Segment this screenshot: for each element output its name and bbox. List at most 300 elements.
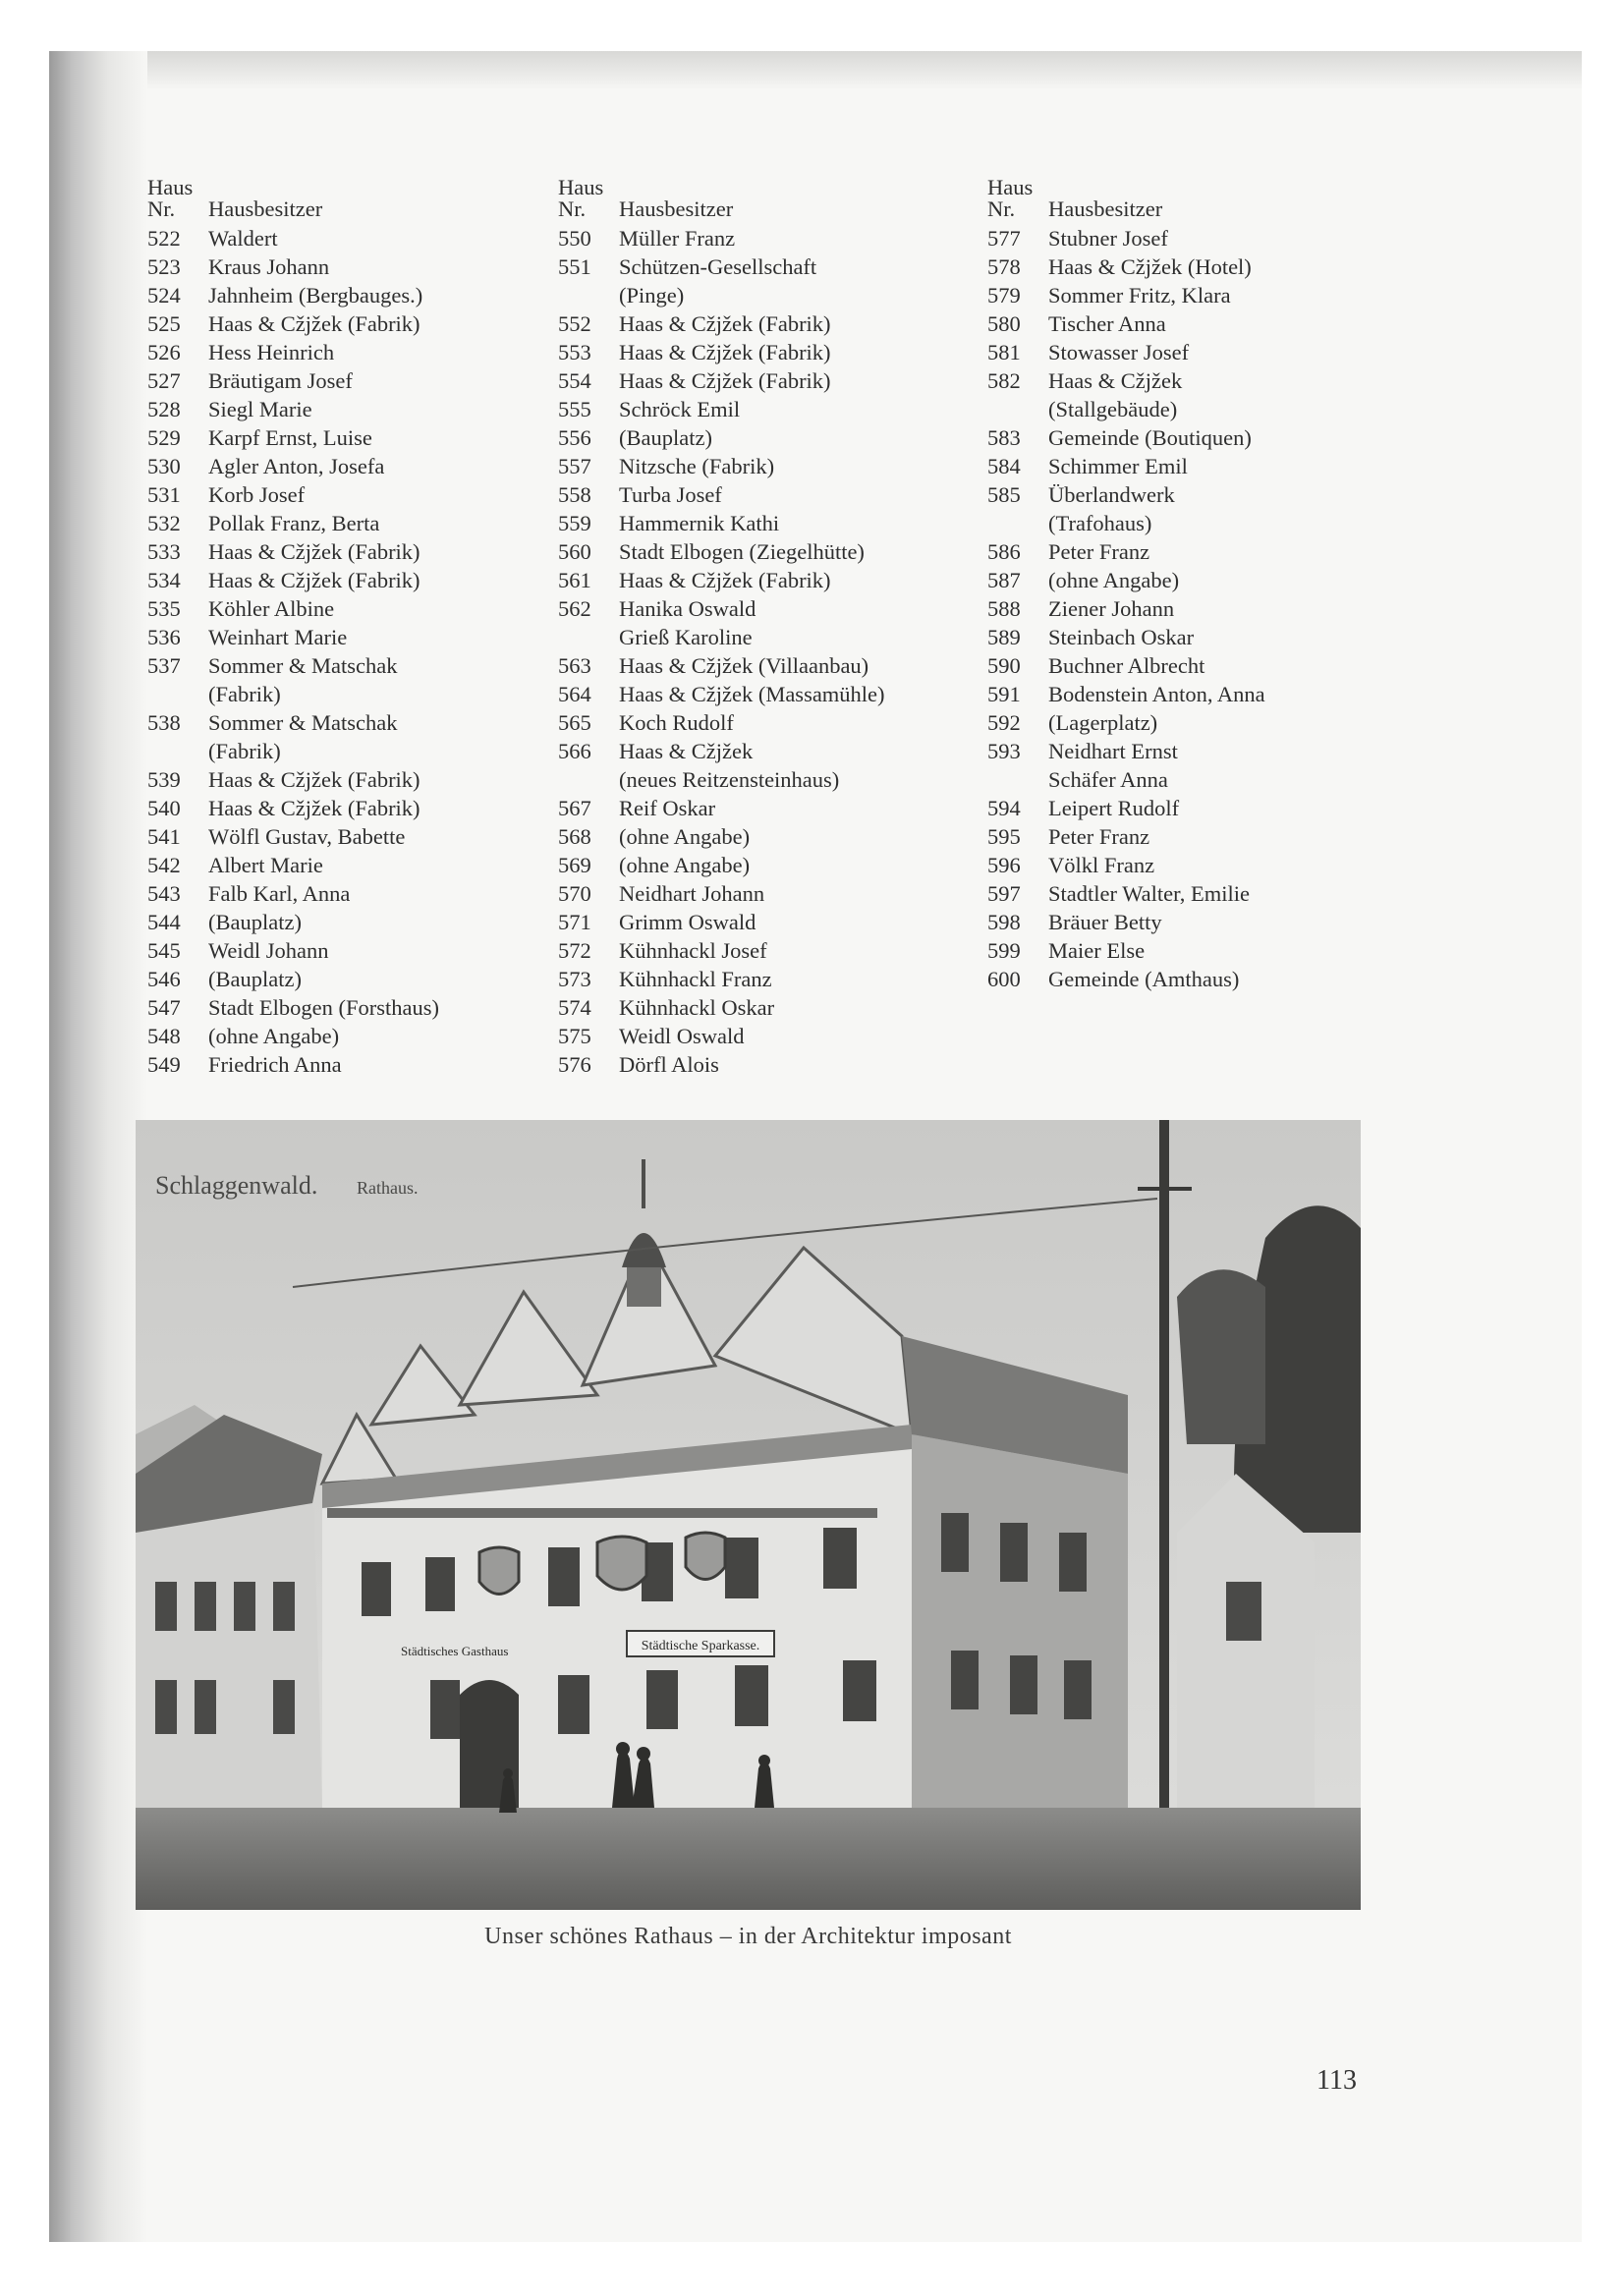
owner-row <box>147 765 560 794</box>
owner-name-block <box>208 566 560 594</box>
house-number: 594 <box>987 796 1021 820</box>
house-number: 565 <box>558 710 591 735</box>
owner-name: Stadt Elbogen (Ziegelhütte) <box>619 539 865 564</box>
house-number: 539 <box>147 767 181 792</box>
house-number: 582 <box>987 368 1021 393</box>
owner-name-block <box>208 708 560 765</box>
owner-name-block <box>619 1050 990 1079</box>
house-number: 572 <box>558 938 591 963</box>
owner-row <box>987 936 1410 965</box>
owner-row <box>558 224 990 252</box>
owner-name-block <box>619 423 990 452</box>
owner-row <box>147 708 560 765</box>
owner-row <box>987 338 1410 366</box>
house-number: 591 <box>987 682 1021 706</box>
header-haus: Haus <box>558 175 604 199</box>
house-number: 573 <box>558 967 591 991</box>
owner-name-block <box>1048 423 1410 452</box>
owner-name-block <box>208 879 560 908</box>
owner-row <box>987 794 1410 822</box>
owner-name-block <box>619 651 990 680</box>
owner-name: Peter Franz <box>1048 824 1150 849</box>
owner-row <box>987 965 1410 993</box>
header-owner: Hausbesitzer <box>619 196 734 221</box>
owner-name: Reif Oskar <box>619 796 716 820</box>
owner-name-block <box>619 480 990 509</box>
owner-row <box>558 594 990 651</box>
house-number: 574 <box>558 995 591 1020</box>
owner-name-continuation: (Stallgebäude) <box>1048 397 1178 421</box>
owner-row <box>147 452 560 480</box>
owner-row <box>987 480 1410 537</box>
postcard-title: Schlaggenwald. <box>155 1171 318 1200</box>
owner-name-block <box>619 537 990 566</box>
house-number: 576 <box>558 1052 591 1077</box>
house-number: 552 <box>558 311 591 336</box>
house-number: 578 <box>987 254 1021 279</box>
owner-name: Bräutigam Josef <box>208 368 353 393</box>
owner-row <box>558 737 990 794</box>
owner-name: Hess Heinrich <box>208 340 335 364</box>
owner-name-block <box>208 281 560 309</box>
sign-left-text: Städtisches Gasthaus <box>401 1644 509 1658</box>
house-number: 597 <box>987 881 1021 906</box>
header-nr: Nr. <box>987 196 1016 221</box>
owner-name-continuation: Grieß Karoline <box>619 625 753 649</box>
owner-name: Haas & Cžjžek <box>619 739 754 763</box>
owner-name: Stadtler Walter, Emilie <box>1048 881 1250 906</box>
owner-name: Haas & Cžjžek (Massamühle) <box>619 682 885 706</box>
owner-name-block <box>619 822 990 851</box>
owner-name-block <box>1048 366 1410 423</box>
owner-name: Haas & Cžjžek (Fabrik) <box>208 311 420 336</box>
owner-name-block <box>619 993 990 1022</box>
owner-name: Kühnhackl Oskar <box>619 995 775 1020</box>
owner-name-block <box>1048 252 1410 281</box>
owner-name: Köhler Albine <box>208 596 335 621</box>
owner-row <box>147 1022 560 1050</box>
owner-row <box>147 423 560 452</box>
owner-name: (ohne Angabe) <box>208 1024 340 1048</box>
house-number: 558 <box>558 482 591 507</box>
house-number: 571 <box>558 910 591 934</box>
house-number: 580 <box>987 311 1021 336</box>
page-number: 113 <box>1316 2065 1357 2096</box>
owner-name-block <box>208 252 560 281</box>
house-number: 535 <box>147 596 181 621</box>
owner-row <box>987 851 1410 879</box>
house-number: 540 <box>147 796 181 820</box>
house-number: 524 <box>147 283 181 308</box>
owner-row <box>987 737 1410 794</box>
owner-name: Hanika Oswald <box>619 596 756 621</box>
owner-name-block <box>208 651 560 708</box>
owner-name: Haas & Cžjžek <box>1048 368 1183 393</box>
header-owner: Hausbesitzer <box>208 196 323 221</box>
owner-name: Haas & Cžjžek (Fabrik) <box>619 368 831 393</box>
owner-name-block <box>619 224 990 252</box>
owner-name-block <box>1048 965 1410 993</box>
owner-row <box>147 965 560 993</box>
house-number: 554 <box>558 368 591 393</box>
owner-name: Haas & Cžjžek (Fabrik) <box>208 539 420 564</box>
owner-name: Kühnhackl Josef <box>619 938 767 963</box>
house-number: 600 <box>987 967 1021 991</box>
house-number: 593 <box>987 739 1021 763</box>
house-number: 551 <box>558 254 591 279</box>
owner-row <box>558 252 990 309</box>
town-hall-illustration <box>136 1120 1361 1910</box>
scan-shadow-top <box>49 51 1582 90</box>
owner-name-block <box>619 851 990 879</box>
house-number: 598 <box>987 910 1021 934</box>
owner-name: Haas & Cžjžek (Villaanbau) <box>619 653 869 678</box>
header-owner: Hausbesitzer <box>1048 196 1163 221</box>
owner-name-continuation: (Pinge) <box>619 283 685 308</box>
owner-name: Kraus Johann <box>208 254 330 279</box>
owner-row <box>558 480 990 509</box>
owner-name: (ohne Angabe) <box>619 824 751 849</box>
owner-row <box>558 395 990 423</box>
owner-name-block <box>208 851 560 879</box>
header-nr: Nr. <box>147 196 176 221</box>
owner-name: Agler Anton, Josefa <box>208 454 385 478</box>
owner-row <box>987 537 1410 566</box>
owner-name: Haas & Cžjžek (Fabrik) <box>208 767 420 792</box>
owner-row <box>987 879 1410 908</box>
owner-row <box>147 224 560 252</box>
owner-name-block <box>619 366 990 395</box>
owner-name-block <box>208 765 560 794</box>
house-number: 523 <box>147 254 181 279</box>
owner-row <box>558 309 990 338</box>
house-number: 586 <box>987 539 1021 564</box>
owner-name-block <box>619 794 990 822</box>
owner-name-block <box>1048 708 1410 737</box>
owner-name: Neidhart Ernst <box>1048 739 1178 763</box>
owner-name-block <box>1048 309 1410 338</box>
house-number: 596 <box>987 853 1021 877</box>
owner-row <box>987 566 1410 594</box>
owner-name-block <box>1048 737 1410 794</box>
owner-name: Waldert <box>208 226 278 251</box>
owner-name-block <box>619 879 990 908</box>
house-number: 553 <box>558 340 591 364</box>
owner-name: Wölfl Gustav, Babette <box>208 824 406 849</box>
house-number: 567 <box>558 796 591 820</box>
owner-row <box>147 480 560 509</box>
owner-name: Gemeinde (Boutiquen) <box>1048 425 1252 450</box>
owner-name: Pollak Franz, Berta <box>208 511 380 535</box>
owner-row <box>147 252 560 281</box>
house-number: 575 <box>558 1024 591 1048</box>
owner-name: Haas & Cžjžek (Fabrik) <box>619 340 831 364</box>
house-number: 588 <box>987 596 1021 621</box>
house-number: 592 <box>987 710 1021 735</box>
owner-row <box>147 594 560 623</box>
owner-name: Sommer & Matschak <box>208 710 398 735</box>
owner-row <box>147 936 560 965</box>
house-number: 562 <box>558 596 591 621</box>
owner-row <box>987 423 1410 452</box>
owner-row <box>147 794 560 822</box>
house-number: 561 <box>558 568 591 592</box>
town-hall-postcard-photo <box>136 1120 1361 1910</box>
owner-name-block <box>1048 537 1410 566</box>
owner-rows <box>987 224 1410 993</box>
house-number: 527 <box>147 368 181 393</box>
owner-row <box>987 908 1410 936</box>
owner-name: Stadt Elbogen (Forsthaus) <box>208 995 439 1020</box>
owner-name: Weinhart Marie <box>208 625 348 649</box>
house-number: 595 <box>987 824 1021 849</box>
book-gutter-shadow <box>49 51 147 2242</box>
owner-name: Friedrich Anna <box>208 1052 342 1077</box>
owner-row <box>987 651 1410 680</box>
owner-name: (Bauplatz) <box>208 910 302 934</box>
owner-row <box>147 309 560 338</box>
owner-name-block <box>1048 680 1410 708</box>
sign-right-text: Städtische Sparkasse. <box>641 1639 760 1653</box>
house-number: 569 <box>558 853 591 877</box>
owner-row <box>558 708 990 737</box>
owners-column-1 <box>147 177 560 1079</box>
owner-row <box>987 708 1410 737</box>
owner-row <box>147 281 560 309</box>
house-number: 577 <box>987 226 1021 251</box>
house-number: 549 <box>147 1052 181 1077</box>
owner-row <box>558 965 990 993</box>
owner-name: Bräuer Betty <box>1048 910 1162 934</box>
owner-name: Schröck Emil <box>619 397 741 421</box>
owner-name: Haas & Cžjžek (Fabrik) <box>208 796 420 820</box>
house-number: 559 <box>558 511 591 535</box>
owner-name: Buchner Albrecht <box>1048 653 1205 678</box>
owner-row <box>147 822 560 851</box>
owner-row <box>987 281 1410 309</box>
owner-name-block <box>1048 281 1410 309</box>
owner-row <box>558 993 990 1022</box>
owner-row <box>987 822 1410 851</box>
owner-name: Grimm Oswald <box>619 910 756 934</box>
owner-name-block <box>208 480 560 509</box>
house-number: 568 <box>558 824 591 849</box>
house-number: 536 <box>147 625 181 649</box>
owner-name-block <box>208 993 560 1022</box>
house-number: 587 <box>987 568 1021 592</box>
house-number: 556 <box>558 425 591 450</box>
owner-row <box>558 366 990 395</box>
owner-row <box>558 651 990 680</box>
owner-name: Leipert Rudolf <box>1048 796 1180 820</box>
owner-row <box>147 566 560 594</box>
column-header <box>558 177 990 220</box>
owner-row <box>147 395 560 423</box>
owner-name: Jahnheim (Bergbauges.) <box>208 283 423 308</box>
owner-rows <box>147 224 560 1079</box>
house-number: 581 <box>987 340 1021 364</box>
owner-name: Sommer & Matschak <box>208 653 398 678</box>
owner-name: Falb Karl, Anna <box>208 881 351 906</box>
owner-name-block <box>1048 822 1410 851</box>
owner-name-continuation: (Fabrik) <box>208 682 281 706</box>
owner-row <box>558 879 990 908</box>
owner-row <box>987 224 1410 252</box>
owner-row <box>558 851 990 879</box>
owner-name-block <box>208 224 560 252</box>
owner-name-block <box>619 680 990 708</box>
house-number: 589 <box>987 625 1021 649</box>
owner-name: Stubner Josef <box>1048 226 1168 251</box>
house-number: 547 <box>147 995 181 1020</box>
owner-name-block <box>1048 224 1410 252</box>
owner-row <box>558 509 990 537</box>
owner-name: Koch Rudolf <box>619 710 734 735</box>
house-number: 531 <box>147 482 181 507</box>
house-number: 583 <box>987 425 1021 450</box>
house-number: 550 <box>558 226 591 251</box>
owner-name-block <box>208 309 560 338</box>
owner-row <box>147 1050 560 1079</box>
owner-name-block <box>1048 623 1410 651</box>
owner-name-block <box>1048 566 1410 594</box>
owner-name: Ziener Johann <box>1048 596 1175 621</box>
owner-row <box>987 680 1410 708</box>
house-number: 544 <box>147 910 181 934</box>
owner-name: Siegl Marie <box>208 397 312 421</box>
house-number: 585 <box>987 482 1021 507</box>
owner-name-block <box>619 908 990 936</box>
owner-row <box>558 680 990 708</box>
owner-name: Schimmer Emil <box>1048 454 1188 478</box>
owner-name-block <box>208 794 560 822</box>
owner-name: Kühnhackl Franz <box>619 967 772 991</box>
house-number: 557 <box>558 454 591 478</box>
owner-name-block <box>1048 651 1410 680</box>
owner-name-block <box>1048 338 1410 366</box>
house-number: 548 <box>147 1024 181 1048</box>
owner-name: Haas & Cžjžek (Fabrik) <box>208 568 420 592</box>
owner-name-continuation: (Trafohaus) <box>1048 511 1152 535</box>
owner-name-block <box>619 566 990 594</box>
owner-row <box>558 1022 990 1050</box>
owner-row <box>147 879 560 908</box>
owner-name-block <box>208 965 560 993</box>
postcard-subtitle: Rathaus. <box>357 1178 419 1198</box>
house-number: 529 <box>147 425 181 450</box>
owner-row <box>558 423 990 452</box>
owner-row <box>147 651 560 708</box>
column-header <box>147 177 560 220</box>
owner-name-block <box>619 708 990 737</box>
owner-name-block <box>208 423 560 452</box>
owner-row <box>147 908 560 936</box>
house-number: 532 <box>147 511 181 535</box>
photo-caption: Unser schönes Rathaus – in der Architektur imposant <box>484 1924 1012 1949</box>
owner-row <box>558 452 990 480</box>
house-number: 599 <box>987 938 1021 963</box>
owner-rows <box>558 224 990 1079</box>
owner-name-block <box>619 965 990 993</box>
owner-row <box>558 537 990 566</box>
owner-row <box>987 366 1410 423</box>
owner-name: Sommer Fritz, Klara <box>1048 283 1231 308</box>
owner-name-block <box>619 395 990 423</box>
owner-name-continuation: (neues Reitzensteinhaus) <box>619 767 840 792</box>
owner-name: Peter Franz <box>1048 539 1150 564</box>
owner-name-block <box>619 452 990 480</box>
house-number: 528 <box>147 397 181 421</box>
house-number: 525 <box>147 311 181 336</box>
owner-name: Turba Josef <box>619 482 722 507</box>
owner-name: (ohne Angabe) <box>1048 568 1180 592</box>
owner-name-block <box>619 594 990 651</box>
owner-name-block <box>208 395 560 423</box>
owner-name-block <box>208 509 560 537</box>
house-number: 542 <box>147 853 181 877</box>
house-number: 564 <box>558 682 591 706</box>
owner-name: Schützen-Gesellschaft <box>619 254 817 279</box>
owner-name-block <box>1048 794 1410 822</box>
house-number: 579 <box>987 283 1021 308</box>
house-number: 541 <box>147 824 181 849</box>
house-number: 522 <box>147 226 181 251</box>
owner-name: Weidl Oswald <box>619 1024 745 1048</box>
house-number: 570 <box>558 881 591 906</box>
owner-row <box>558 936 990 965</box>
owner-row <box>987 452 1410 480</box>
owner-name: Steinbach Oskar <box>1048 625 1195 649</box>
owner-name: Karpf Ernst, Luise <box>208 425 372 450</box>
owner-row <box>987 309 1410 338</box>
owner-name-block <box>208 594 560 623</box>
owner-name-block <box>619 252 990 309</box>
owners-column-2 <box>558 177 990 1079</box>
owner-name-continuation: (Fabrik) <box>208 739 281 763</box>
owner-row <box>987 252 1410 281</box>
owner-name-block <box>1048 879 1410 908</box>
owner-row <box>147 623 560 651</box>
owner-name: Weidl Johann <box>208 938 329 963</box>
owner-name: Tischer Anna <box>1048 311 1166 336</box>
house-number: 555 <box>558 397 591 421</box>
owner-row <box>987 623 1410 651</box>
owner-name-block <box>1048 936 1410 965</box>
owner-row <box>558 566 990 594</box>
owner-name: Völkl Franz <box>1048 853 1155 877</box>
owner-name: (Bauplatz) <box>208 967 302 991</box>
owner-row <box>147 366 560 395</box>
house-number: 545 <box>147 938 181 963</box>
owner-name-block <box>208 623 560 651</box>
owner-row <box>147 851 560 879</box>
owner-name: Haas & Cžjžek (Hotel) <box>1048 254 1252 279</box>
house-number: 546 <box>147 967 181 991</box>
owner-name: Maier Else <box>1048 938 1146 963</box>
owner-name-block <box>619 309 990 338</box>
owner-name-block <box>208 452 560 480</box>
column-header <box>987 177 1410 220</box>
owner-name-block <box>1048 851 1410 879</box>
owner-name: Korb Josef <box>208 482 306 507</box>
owner-row <box>558 908 990 936</box>
owner-name-block <box>208 537 560 566</box>
owner-name: Überlandwerk <box>1048 482 1175 507</box>
house-number: 566 <box>558 739 591 763</box>
owner-name-block <box>619 737 990 794</box>
owner-name-block <box>208 936 560 965</box>
owner-name-block <box>619 338 990 366</box>
